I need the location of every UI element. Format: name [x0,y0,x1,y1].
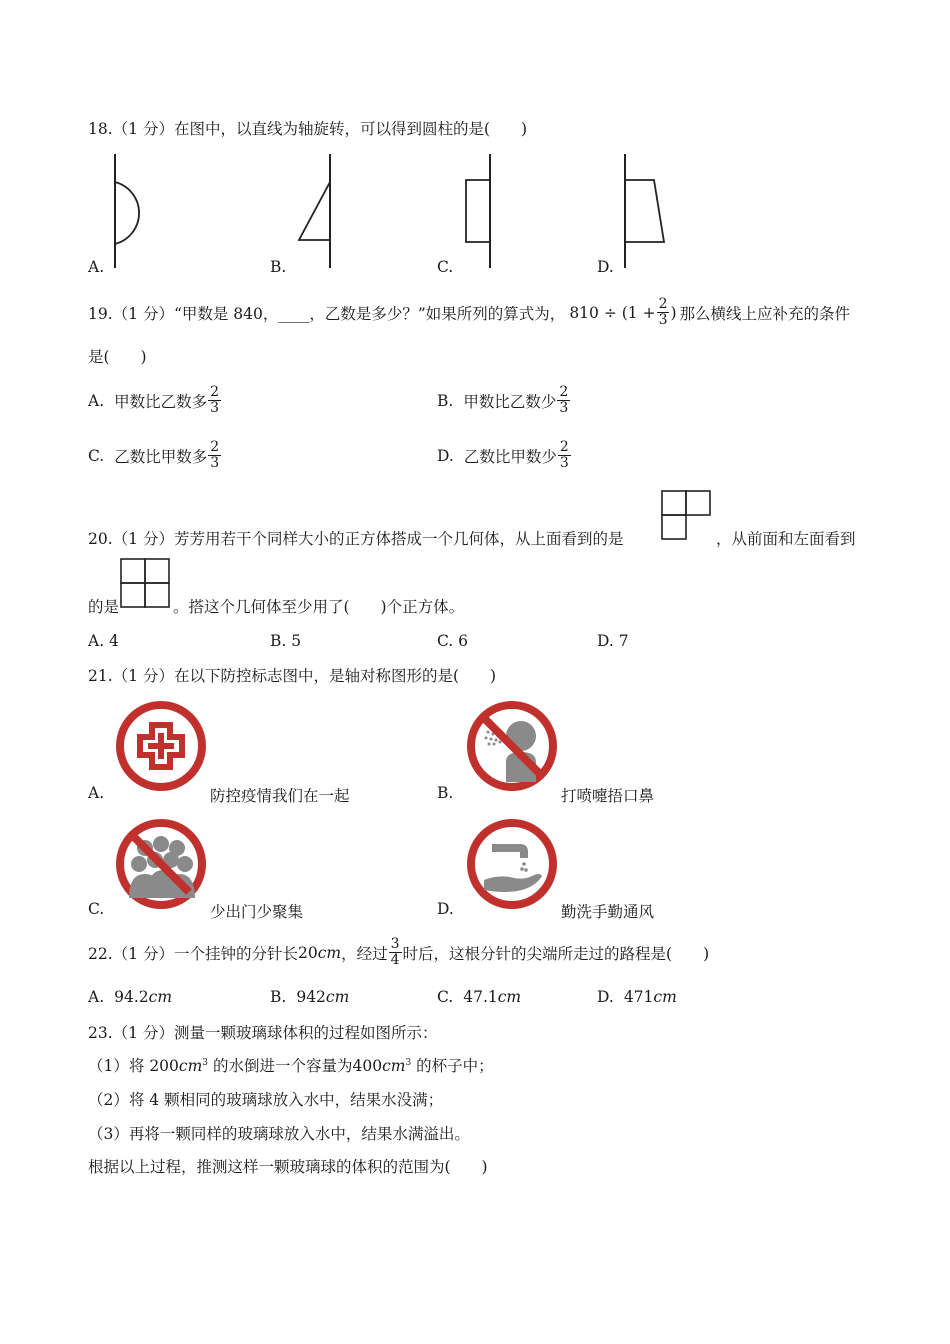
q22-option-d-label: D. [597,988,614,1006]
q22-unit: cm [317,943,342,962]
q18-option-c[interactable]: C. [437,258,454,276]
q23-step1-b: 的水倒进一个容量为 [212,1057,353,1075]
q20-option-c[interactable]: C. 6 [437,632,469,650]
q23-step1-volume1: 200 [149,1057,179,1075]
q23-step1-a: （1）将 [88,1057,145,1075]
q22-option-d-value: 471 [623,988,654,1006]
q18-figure-d [612,152,682,272]
q20-stem-c: 的是 [88,598,120,616]
q22-option-d-unit: cm [653,988,677,1006]
q19-fraction [657,297,670,328]
q23-conclusion: 根据以上过程，推测这样一颗玻璃球的体积的范围为( ) [88,1158,488,1176]
q22-option-c-label: C. [437,988,454,1006]
q22-option-a-unit: cm [148,988,173,1006]
q19-option-d-text: 乙数比甲数少 [463,447,557,466]
q22-stem-a: 22.（1 分）一个挂钟的分针长 [88,944,298,963]
q23-step-2: （2）将 4 颗相同的玻璃球放入水中，结果水没满； [88,1091,444,1109]
q23-step1-sup2: 3 [405,1057,412,1068]
q21-sign-c-no-gathering-icon [115,818,207,910]
q22-stem-b: ，经过 [341,944,388,963]
q20-stem-d: 。搭这个几何体至少用了( )个正方体。 [173,598,465,616]
q21-option-c-label[interactable]: C. [88,900,105,918]
q19-option-b-text: 甲数比乙数少 [463,392,557,411]
q22-option-c[interactable] [437,988,521,1006]
q19-option-a-text: 甲数比乙数多 [114,392,208,411]
q22-option-d[interactable] [597,988,677,1006]
q23-step1-sup1: 3 [202,1057,209,1068]
q22-stem [88,937,709,968]
q22-stem-c: 时后，这根分针的尖端所走过的路程是( ) [402,944,710,963]
q23-step-1 [88,1054,494,1076]
q20-top-view-figure [661,490,713,542]
q19-option-c-fraction [208,440,221,471]
q23-step1-unit1: cm [178,1057,203,1075]
frac-num: 2 [210,384,220,400]
q22-option-a-label: A. [88,988,105,1006]
q20-stem-b: ，从前面和左面看到 [716,530,856,548]
q19-option-c[interactable] [88,440,222,471]
q18-option-a[interactable]: A. [88,258,105,276]
q18-option-d[interactable]: D. [597,258,614,276]
q21-option-b-label[interactable]: B. [437,784,454,802]
frac-den: 3 [210,455,220,471]
q21-option-d-caption: 勤洗手勤通风 [561,903,655,921]
q19-stem-b: 那么横线上应补充的条件 [679,304,851,323]
q21-option-c-caption: 少出门少聚集 [210,903,304,921]
q19-option-c-text: 乙数比甲数多 [114,447,208,466]
q23-step1-volume2: 400 [352,1057,383,1075]
q22-length: 20 [297,943,318,962]
q23-step1-unit2: cm [382,1057,406,1075]
q20-front-view-figure [120,558,174,610]
q18-figure-a [100,152,160,272]
q19-expression-close: ) [670,303,677,322]
q21-option-a-caption: 防控疫情我们在一起 [210,787,350,805]
q21-stem: 21.（1 分）在以下防控标志图中，是轴对称图形的是( ) [88,667,497,685]
q19-frac-den: 3 [658,312,668,328]
q19-option-b[interactable] [437,385,571,416]
frac-den: 3 [210,400,220,416]
q19-stem-a: 19.（1 分）“甲数是 840，____，乙数是多少？”如果所列的算式为， [88,304,566,323]
q22-option-a[interactable] [88,988,172,1006]
q20-stem-a: 20.（1 分）芳芳用若干个同样大小的正方体搭成一个几何体，从上面看到的是 [88,530,624,548]
q22-fraction [389,937,402,968]
q21-option-a-label[interactable]: A. [88,784,105,802]
q22-option-b-label: B. [270,988,287,1006]
frac-num: 2 [210,439,220,455]
q19-option-c-label: C. [88,446,105,465]
q18-option-b[interactable]: B. [270,258,287,276]
frac-num: 2 [559,384,569,400]
q19-option-b-label: B. [437,391,454,410]
q18-figure-c [458,152,518,272]
q20-option-b[interactable]: B. 5 [270,632,302,650]
q19-option-d-label: D. [437,446,454,465]
q19-option-a[interactable] [88,385,222,416]
q20-option-a[interactable]: A. 4 [88,632,119,650]
q23-stem: 23.（1 分）测量一颗玻璃球体积的过程如图所示： [88,1024,438,1042]
frac-den: 3 [559,455,569,471]
q21-sign-a-red-cross-icon [115,700,207,792]
q22-option-c-value: 47.1 [463,988,498,1006]
q19-option-a-fraction [208,385,221,416]
frac-num: 2 [559,439,569,455]
q22-option-b[interactable] [270,988,349,1006]
frac-den: 3 [559,400,569,416]
q21-option-b-caption: 打喷嚏捂口鼻 [561,787,655,805]
q19-stem-line1 [88,297,850,328]
q19-frac-num: 2 [658,296,668,312]
q19-option-a-label: A. [88,391,105,410]
q22-option-c-unit: cm [497,988,522,1006]
q18-stem: 18.（1 分）在图中，以直线为轴旋转，可以得到圆柱的是( ) [88,120,528,138]
q21-option-d-label[interactable]: D. [437,900,454,918]
q19-expression: 810 ÷ (1 + [569,303,656,322]
q23-step1-c: 的杯子中； [416,1057,494,1075]
q22-option-b-value: 942 [296,988,326,1006]
q22-option-b-unit: cm [325,988,350,1006]
q22-frac-den: 4 [390,952,400,968]
q19-option-b-fraction [557,385,570,416]
q19-option-d-fraction [558,440,571,471]
q23-step-3: （3）再将一颗同样的玻璃球放入水中，结果水满溢出。 [88,1125,470,1143]
q22-option-a-value: 94.2 [114,988,149,1006]
q21-sign-b-no-sneeze-icon [466,700,558,792]
q22-frac-num: 3 [390,936,400,952]
q20-option-d[interactable]: D. 7 [597,632,629,650]
q21-sign-d-hand-washing-icon [466,818,558,910]
q18-figure-b [290,152,350,272]
q19-option-d[interactable] [437,440,572,471]
q19-stem-c: 是( ) [88,348,147,366]
